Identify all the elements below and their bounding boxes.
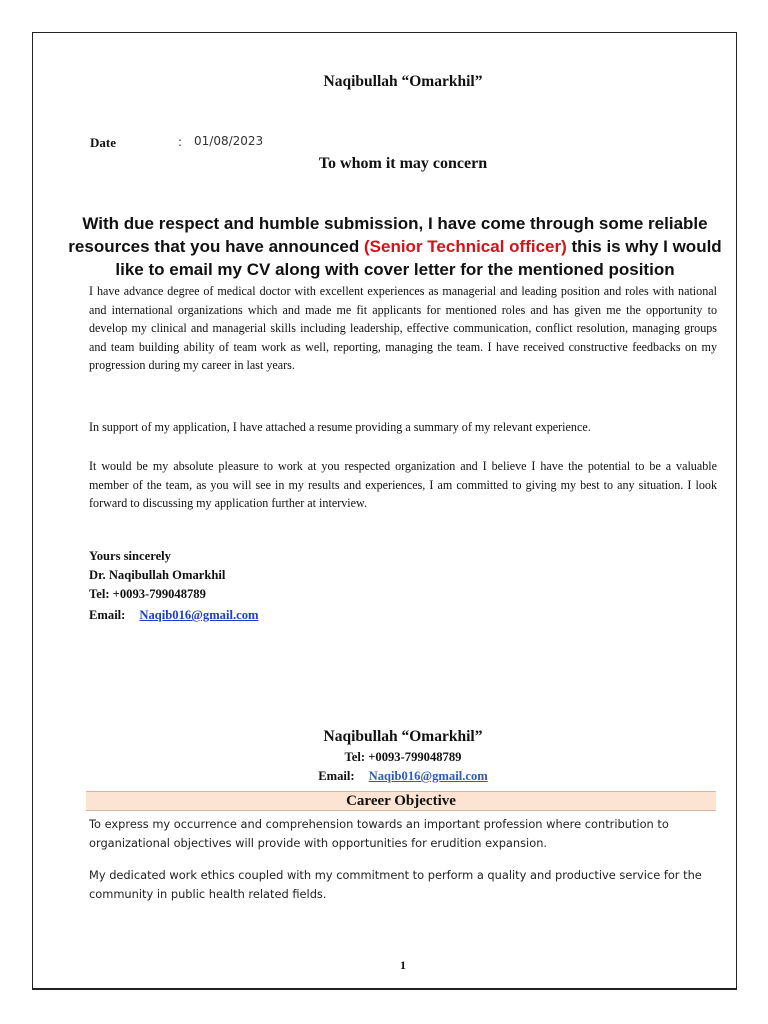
letter-paragraph: It would be my absolute pleasure to work at you respected organization and I believe I have the potential to be a valuable member of the team, as you will see in my results and experiences, I am committed to giving my best to any situation. I look forward to discussing my application further at interview. <box>89 459 717 510</box>
cv-email-line <box>0 769 768 784</box>
cv-tel: Tel: +0093-799048789 <box>344 750 462 764</box>
cv-name: Naqibullah “Omarkhil” <box>323 728 483 745</box>
letter-paragraph: I have advance degree of medical doctor with excellent experiences as managerial and leading position and roles with national and international organizations which and made me fit applicants for mentioned roles and has given me the opportunity to develop my clinical and managerial skills including leadership, effective communication, conflict resolution, managing groups and team building ability of team work as well, reporting, managing the team. I have received constructive feedbacks on my progression during my career in last years. <box>89 284 717 372</box>
objective-paragraph: To express my occurrence and comprehension towards an important profession where contribution to organizational objectives will provide with opportunities for erudition expansion. <box>89 817 669 850</box>
intro-text-after: this is why I would like to email my CV along with cover letter for the mentioned position <box>115 237 722 279</box>
cv-email-link[interactable]: Naqib016@gmail.com <box>368 769 488 783</box>
date-colon: : <box>178 135 183 149</box>
intro-text-before: With due respect and humble submission, I have come through some reliable resources that you have announced <box>68 214 708 256</box>
date-label: Date <box>90 135 116 150</box>
objective-paragraph: My dedicated work ethics coupled with my commitment to perform a quality and productive service for the community in public health related fields. <box>89 868 702 901</box>
section-title: Career Objective <box>346 793 456 809</box>
closing: Yours sincerely <box>89 549 171 563</box>
signer-tel: Tel: +0093-799048789 <box>89 587 206 601</box>
letter-paragraph: In support of my application, I have attached a resume providing a summary of my relevant experience. <box>89 420 591 434</box>
email-label: Email: <box>89 608 126 622</box>
page-number: 1 <box>400 958 406 972</box>
signer-email-line <box>89 606 259 625</box>
intro-statement <box>62 212 728 281</box>
salutation: To whom it may concern <box>318 155 488 172</box>
date-value: 01/08/2023 <box>194 134 264 148</box>
cv-email-label: Email: <box>318 769 355 783</box>
email-link[interactable]: Naqib016@gmail.com <box>139 608 259 622</box>
position-highlight: (Senior Technical officer) <box>364 237 567 256</box>
letter-header-name: Naqibullah “Omarkhil” <box>323 73 483 90</box>
signer-name: Dr. Naqibullah Omarkhil <box>89 568 226 582</box>
